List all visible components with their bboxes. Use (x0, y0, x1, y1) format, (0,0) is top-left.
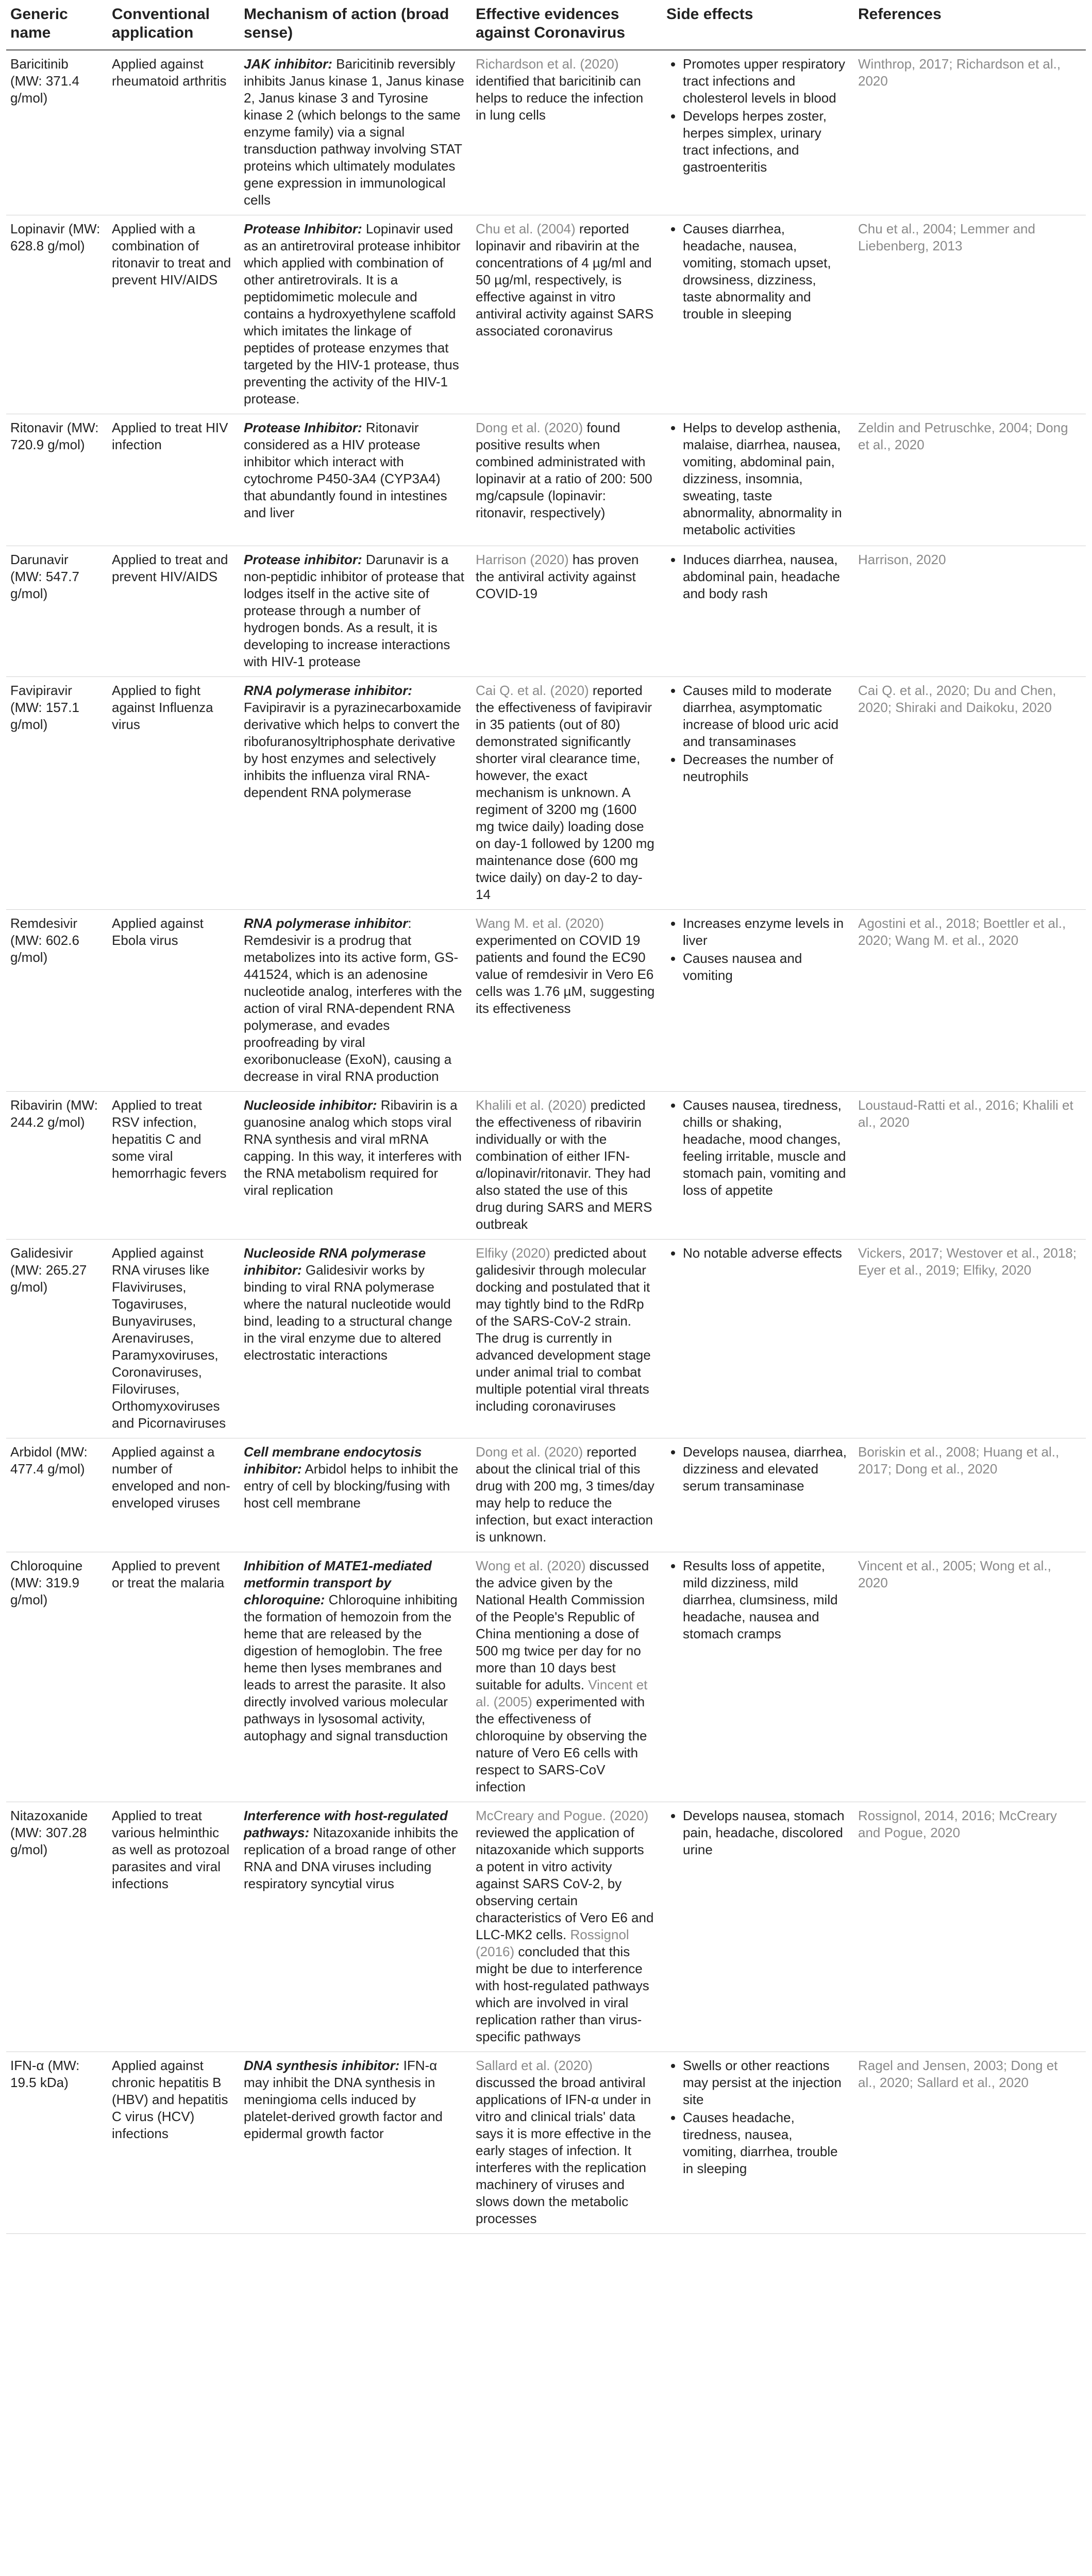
mechanism-text: Ribavirin is a guanosine analog which stops viral RNA synthesis and viral mRNA capping. In this way, it interferes with the RNA metabolism required for viral replication (244, 1097, 462, 1198)
mechanism-title: RNA polymerase inhibitor: (244, 683, 412, 698)
evidence-text: reported about the clinical trial of this drug with 200 mg, 3 times/day may help to reduce the infection, but exact interaction is unknown. (476, 1444, 654, 1545)
mechanism-text: Ritonavir considered as a HIV protease inhibitor which interact with cytochrome P450-3A4 (CYP3A4) that abundantly found in intestines and liver (244, 420, 447, 520)
evidence-cell (472, 50, 662, 215)
evidence-cell (472, 677, 662, 910)
generic-name-cell: Arbidol (MW: 477.4 g/mol) (6, 1438, 108, 1552)
side-effects-cell (662, 1240, 854, 1438)
evidence-reference: Richardson et al. (2020) (476, 56, 619, 72)
mechanism-cell (240, 1802, 472, 2052)
mechanism-title: Protease inhibitor: (244, 552, 362, 567)
evidence-reference: Khalili et al. (2020) (476, 1097, 587, 1113)
application-cell: Applied to treat RSV infection, hepatitis C and some viral hemorrhagic fevers (108, 1092, 240, 1240)
evidence-reference: Sallard et al. (2020) (476, 2058, 593, 2073)
references-cell: Winthrop, 2017; Richardson et al., 2020 (854, 50, 1086, 215)
mechanism-title: Inhibition of MATE1-mediated metformin transport by chloroquine: (244, 1558, 432, 1607)
mechanism-text: Chloroquine inhibiting the formation of hemozoin from the heme that are released by the digestion of hemoglobin. The free heme then lyses membranes and leads to arrest the parasite. It also directly involved various molecular pathways in lysosomal activity, autophagy and signal transduction (244, 1592, 458, 1743)
side-effects-cell (662, 1092, 854, 1240)
application-cell: Applied to treat HIV infection (108, 414, 240, 546)
side-effect-item: • Helps to develop asthenia, malaise, diarrhea, nausea, vomiting, abdominal pain, dizziness, insomnia, sweating, taste abnormality, abnormality in metabolic activities (683, 419, 847, 538)
side-effects-cell (662, 677, 854, 910)
generic-name-cell: Lopinavir (MW: 628.8 g/mol) (6, 215, 108, 414)
mechanism-text: Arbidol helps to inhibit the entry of cell by blocking/fusing with host cell membrane (244, 1461, 459, 1511)
side-effects-cell (662, 2052, 854, 2234)
evidence-reference: Wang M. et al. (2020) (476, 916, 604, 931)
side-effects-cell (662, 1438, 854, 1552)
references-cell: Chu et al., 2004; Lemmer and Liebenberg, 2013 (854, 215, 1086, 414)
references-cell: Loustaud-Ratti et al., 2016; Khalili et al., 2020 (854, 1092, 1086, 1240)
evidence-cell (472, 1438, 662, 1552)
mechanism-text: Lopinavir used as an antiretroviral protease inhibitor which applied with combination of other antiretrovirals. It is a peptidomimetic molecule and contains a hydroxyethylene scaffold which imitates the linkage of peptides of protease enzymes that targeted by the HIV-1 protease, thus preventing the activity of the HIV-1 protease. (244, 221, 461, 406)
application-cell: Applied to treat and prevent HIV/AIDS (108, 546, 240, 677)
side-effects-cell (662, 1802, 854, 2052)
mechanism-text: Nitazoxanide inhibits the replication of a broad range of other RNA and DNA viruses including respiratory syncytial virus (244, 1825, 459, 1891)
references-cell: Rossignol, 2014, 2016; McCreary and Pogue, 2020 (854, 1802, 1086, 2052)
evidence-reference: Dong et al. (2020) (476, 1444, 583, 1460)
generic-name-cell: Favipiravir (MW: 157.1 g/mol) (6, 677, 108, 910)
application-cell: Applied to treat various helminthic as well as protozoal parasites and viral infections (108, 1802, 240, 2052)
mechanism-cell (240, 215, 472, 414)
mechanism-title: Interference with host-regulated pathways: (244, 1808, 448, 1840)
table-row (6, 1438, 1086, 1552)
generic-name-cell: Galidesivir (MW: 265.27 g/mol) (6, 1240, 108, 1438)
references-cell: Agostini et al., 2018; Boettler et al., 2020; Wang M. et al., 2020 (854, 910, 1086, 1092)
evidence-reference: Cai Q. et al. (2020) (476, 683, 589, 698)
generic-name-cell: Remdesivir (MW: 602.6 g/mol) (6, 910, 108, 1092)
evidence-text: identified that baricitinib can helps to reduce the infection in lung cells (476, 73, 644, 123)
evidence-text: reported the effectiveness of favipiravir in 35 patients (out of 80) demonstrated significantly shorter viral clearance time, however, the exact mechanism is unknown. A regiment of 3200 mg (1600 mg twice daily) loading dose on day-1 followed by 1200 mg maintenance dose (600 mg twice daily) on day-2 to day-14 (476, 683, 654, 902)
generic-name-cell: Baricitinib (MW: 371.4 g/mol) (6, 50, 108, 215)
mechanism-text: IFN-α may inhibit the DNA synthesis in meningioma cells induced by platelet-derived growth factor and epidermal growth factor (244, 2058, 443, 2141)
mechanism-cell (240, 1240, 472, 1438)
evidence-text: predicted about galidesivir through molecular docking and postulated that it may tightly bind to the RdRp of the SARS-CoV-2 strain. The drug is currently in advanced development stage under animal trial to combat multiple potential viral threats including coronaviruses (476, 1245, 651, 1414)
references-cell: Vickers, 2017; Westover et al., 2018; Eyer et al., 2019; Elfiky, 2020 (854, 1240, 1086, 1438)
mechanism-text: : Remdesivir is a prodrug that metabolizes into its active form, GS-441524, which is an adenosine nucleotide analog, interferes with the action of viral RNA-dependent RNA polymerase, and evades proofreading by viral exoribonuclease (ExoN), causing a decrease in viral RNA production (244, 916, 462, 1084)
table-row (6, 677, 1086, 910)
references-cell: Boriskin et al., 2008; Huang et al., 2017; Dong et al., 2020 (854, 1438, 1086, 1552)
header-conventional-application: Conventional application (108, 0, 240, 50)
table-row (6, 1802, 1086, 2052)
mechanism-text: Favipiravir is a pyrazinecarboxamide derivative which helps to convert the ribofuranosyltriphosphate derivative by host enzymes and selectively inhibits the influenza viral RNA-dependent RNA polymerase (244, 700, 461, 800)
mechanism-title: RNA polymerase inhibitor (244, 916, 408, 931)
mechanism-cell (240, 546, 472, 677)
header-evidence: Effective evidences against Coronavirus (472, 0, 662, 50)
mechanism-cell (240, 1438, 472, 1552)
application-cell: Applied to fight against Influenza virus (108, 677, 240, 910)
header-generic-name: Generic name (6, 0, 108, 50)
mechanism-cell (240, 1552, 472, 1802)
evidence-text: reviewed the application of nitazoxanide which supports a potent in vitro activity against SARS CoV-2, by observing certain characteristics of Vero E6 and LLC-MK2 cells. (476, 1825, 654, 1942)
evidence-reference: McCreary and Pogue. (2020) (476, 1808, 649, 1823)
side-effects-list (666, 419, 847, 538)
mechanism-cell (240, 50, 472, 215)
table-row (6, 1552, 1086, 1802)
table-row (6, 2052, 1086, 2234)
mechanism-title: Cell membrane endocytosis inhibitor: (244, 1444, 422, 1477)
side-effect-item: • Causes nausea and vomiting (683, 950, 847, 984)
side-effects-list (666, 682, 847, 785)
side-effect-item: • Develops nausea, stomach pain, headache, discolored urine (683, 1807, 847, 1858)
evidence-cell (472, 414, 662, 546)
generic-name-cell: Nitazoxanide (MW: 307.28 g/mol) (6, 1802, 108, 2052)
evidence-text: experimented with the effectiveness of chloroquine by observing the nature of Vero E6 cells with respect to SARS-CoV infection (476, 1694, 647, 1794)
side-effect-item: • Decreases the number of neutrophils (683, 751, 847, 785)
evidence-reference: Harrison (2020) (476, 552, 569, 567)
table-row (6, 414, 1086, 546)
side-effects-cell (662, 1552, 854, 1802)
side-effects-cell (662, 50, 854, 215)
table-body (6, 50, 1086, 2234)
application-cell: Applied against RNA viruses like Flaviviruses, Togaviruses, Bunyaviruses, Arenaviruses, Paramyxoviruses, Coronaviruses, Filoviruses, Orthomyxoviruses and Picornaviruses (108, 1240, 240, 1438)
side-effects-list (666, 1807, 847, 1858)
mechanism-text: Galidesivir works by binding to viral RNA polymerase where the natural nucleotide would bind, leading to a structural change in the viral enzyme due to altered electrostatic interactions (244, 1262, 452, 1363)
references-cell: Zeldin and Petruschke, 2004; Dong et al., 2020 (854, 414, 1086, 546)
side-effect-item: • Develops nausea, diarrhea, dizziness and elevated serum transaminase (683, 1444, 847, 1495)
evidence-reference: Wong et al. (2020) (476, 1558, 586, 1573)
drug-table (6, 0, 1086, 2234)
mechanism-title: Nucleoside inhibitor: (244, 1097, 377, 1113)
evidence-text: reported lopinavir and ribavirin at the concentrations of 4 µg/ml and 50 µg/ml, respectively, is effective against in vitro antiviral activity against SARS associated coronavirus (476, 221, 654, 338)
side-effect-item: • Causes headache, tiredness, nausea, vomiting, diarrhea, trouble in sleeping (683, 2109, 847, 2177)
table-row (6, 215, 1086, 414)
application-cell: Applied with a combination of ritonavir to treat and prevent HIV/AIDS (108, 215, 240, 414)
side-effects-list (666, 1097, 847, 1199)
evidence-cell (472, 1240, 662, 1438)
evidence-cell (472, 2052, 662, 2234)
evidence-cell (472, 1092, 662, 1240)
application-cell: Applied against Ebola virus (108, 910, 240, 1092)
table-row (6, 910, 1086, 1092)
mechanism-cell (240, 910, 472, 1092)
header-row (6, 0, 1086, 50)
generic-name-cell: Chloroquine (MW: 319.9 g/mol) (6, 1552, 108, 1802)
evidence-text: found positive results when combined administrated with lopinavir at a ratio of 200: 500 mg/capsule (lopinavir: ritonavir, respectively) (476, 420, 652, 520)
side-effects-list (666, 2057, 847, 2177)
table-row (6, 1240, 1086, 1438)
side-effect-item: • Promotes upper respiratory tract infections and cholesterol levels in blood (683, 56, 847, 107)
generic-name-cell: Ritonavir (MW: 720.9 g/mol) (6, 414, 108, 546)
mechanism-cell (240, 414, 472, 546)
evidence-cell (472, 546, 662, 677)
evidence-reference: Chu et al. (2004) (476, 221, 576, 236)
mechanism-cell (240, 677, 472, 910)
evidence-text: has proven the antiviral activity against COVID-19 (476, 552, 639, 601)
side-effect-item: • Causes mild to moderate diarrhea, asymptomatic increase of blood uric acid and transaminases (683, 682, 847, 750)
mechanism-title: JAK inhibitor: (244, 56, 332, 72)
evidence-text: experimented on COVID 19 patients and found the EC90 value of remdesivir in Vero E6 cells was 1.76 µM, suggesting its effectiveness (476, 933, 655, 1016)
table-row (6, 50, 1086, 215)
evidence-cell (472, 215, 662, 414)
evidence-text: predicted the effectiveness of ribavirin individually or with the combination of either IFN-α/lopinavir/ritonavir. They had also stated the use of this drug during SARS and MERS outbreak (476, 1097, 652, 1232)
side-effects-list (666, 551, 847, 602)
evidence-cell (472, 1802, 662, 2052)
mechanism-text: Darunavir is a non-peptidic inhibitor of protease that lodges itself in the active site of protease through a number of hydrogen bonds. As a result, it is developing to increase interactions with HIV-1 protease (244, 552, 464, 669)
application-cell: Applied against a number of enveloped and non-enveloped viruses (108, 1438, 240, 1552)
side-effect-item: • Increases enzyme levels in liver (683, 915, 847, 949)
mechanism-cell (240, 2052, 472, 2234)
side-effect-item: • Causes diarrhea, headache, nausea, vomiting, stomach upset, drowsiness, dizziness, taste abnormality and trouble in sleeping (683, 221, 847, 323)
table-row (6, 546, 1086, 677)
side-effect-item: • Results loss of appetite, mild dizziness, mild diarrhea, clumsiness, mild headache, nausea and stomach cramps (683, 1557, 847, 1642)
evidence-text: concluded that this might be due to interference with host-regulated pathways which are involved in viral replication rather than virus-specific pathways (476, 1944, 649, 2044)
mechanism-text: Baricitinib reversibly inhibits Janus kinase 1, Janus kinase 2, Janus kinase 3 and Tyrosine kinase 2 (which belongs to the same enzyme family) via a signal transduction pathway involving STAT proteins which ultimately modulates gene expression in immunological cells (244, 56, 464, 208)
mechanism-title: Protease Inhibitor: (244, 420, 362, 435)
side-effect-item: • Causes nausea, tiredness, chills or shaking, headache, mood changes, feeling irritable, muscle and stomach pain, vomiting and loss of appetite (683, 1097, 847, 1199)
side-effects-list (666, 1444, 847, 1495)
application-cell: Applied to prevent or treat the malaria (108, 1552, 240, 1802)
side-effect-item: • Swells or other reactions may persist at the injection site (683, 2057, 847, 2108)
evidence-reference: Elfiky (2020) (476, 1245, 550, 1261)
references-cell: Vincent et al., 2005; Wong et al., 2020 (854, 1552, 1086, 1802)
header-side-effects: Side effects (662, 0, 854, 50)
side-effects-cell (662, 910, 854, 1092)
evidence-text: discussed the advice given by the National Health Commission of the People's Republic of China mentioning a dose of 500 mg twice per day for no more than 10 days best suitable for adults. (476, 1558, 649, 1692)
side-effects-list (666, 221, 847, 323)
evidence-reference: Dong et al. (2020) (476, 420, 583, 435)
mechanism-title: DNA synthesis inhibitor: (244, 2058, 400, 2073)
side-effect-item: • No notable adverse effects (683, 1245, 847, 1262)
application-cell: Applied against chronic hepatitis B (HBV) and hepatitis C virus (HCV) infections (108, 2052, 240, 2234)
evidence-cell (472, 910, 662, 1092)
application-cell: Applied against rheumatoid arthritis (108, 50, 240, 215)
side-effect-item: • Develops herpes zoster, herpes simplex, urinary tract infections, and gastroenteritis (683, 108, 847, 176)
generic-name-cell: IFN-α (MW: 19.5 kDa) (6, 2052, 108, 2234)
generic-name-cell: Ribavirin (MW: 244.2 g/mol) (6, 1092, 108, 1240)
side-effects-list (666, 56, 847, 176)
generic-name-cell: Darunavir (MW: 547.7 g/mol) (6, 546, 108, 677)
header-mechanism: Mechanism of action (broad sense) (240, 0, 472, 50)
references-cell: Harrison, 2020 (854, 546, 1086, 677)
side-effect-item: • Induces diarrhea, nausea, abdominal pain, headache and body rash (683, 551, 847, 602)
evidence-cell (472, 1552, 662, 1802)
side-effects-cell (662, 546, 854, 677)
side-effects-list (666, 915, 847, 984)
references-cell: Cai Q. et al., 2020; Du and Chen, 2020; Shiraki and Daikoku, 2020 (854, 677, 1086, 910)
header-references: References (854, 0, 1086, 50)
side-effects-cell (662, 414, 854, 546)
mechanism-cell (240, 1092, 472, 1240)
evidence-reference: Vincent et al. (2005) (476, 1677, 648, 1709)
mechanism-title: Protease Inhibitor: (244, 221, 362, 236)
side-effects-list (666, 1557, 847, 1642)
evidence-reference: Rossignol (2016) (476, 1927, 629, 1959)
evidence-text: discussed the broad antiviral applications of IFN-α under in vitro and clinical trials' data says it is more effective in the early stages of infection. It interferes with the replication machinery of viruses and slows down the metabolic processes (476, 2075, 651, 2226)
table-row (6, 1092, 1086, 1240)
references-cell: Ragel and Jensen, 2003; Dong et al., 2020; Sallard et al., 2020 (854, 2052, 1086, 2234)
side-effects-list (666, 1245, 847, 1262)
side-effects-cell (662, 215, 854, 414)
mechanism-title: Nucleoside RNA polymerase inhibitor: (244, 1245, 426, 1278)
